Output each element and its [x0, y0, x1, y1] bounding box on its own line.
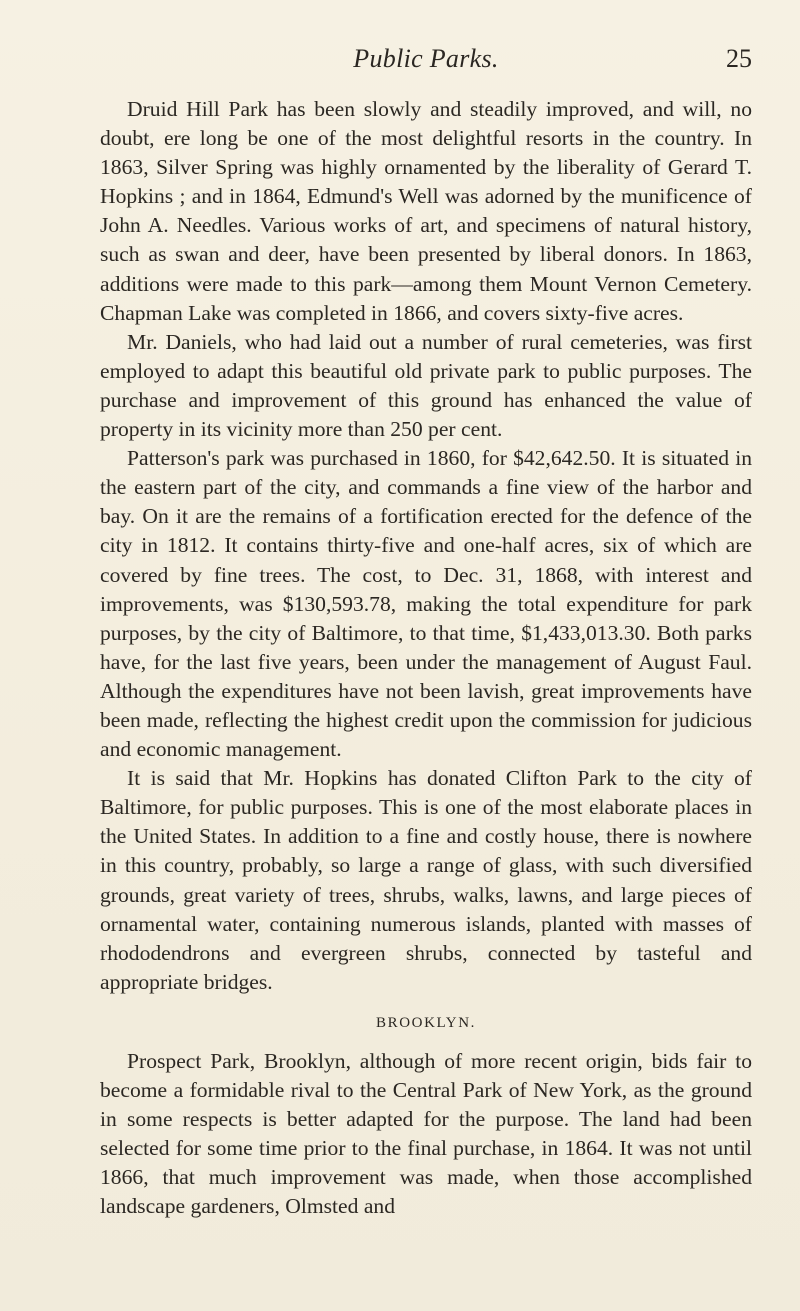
paragraph-prospect-park: Prospect Park, Brooklyn, although of more recent origin, bids fair to become a formidable rival to the Central Park of New York, as the ground in some respects is better adapted for the purpose. The land had been selected for some time prior to the final purchase, in 1864. It was not until 1866, that much improvement was made, when those accomplished landscape gardeners, Olmsted and — [100, 1048, 752, 1219]
running-head-title: Public Parks. — [353, 44, 499, 73]
page-header — [100, 44, 752, 84]
paragraph-pattersons-park: Patterson's park was purchased in 1860, for $42,642.50. It is situated in the eastern part of the city, and commands a fine view of the harbor and bay. On it are the remains of a fortification erected for the defence of the city in 1812. It contains thirty-five and one-half acres, six of which are covered by fine trees. The cost, to Dec. 31, 1868, with interest and improvements, was $130,593.78, making the total expenditure for park purposes, by the city of Baltimore, to that time, $1,433,013.30. Both parks have, for the last five years, been under the management of August Faul. Although the expenditures have not been lavish, great improvements have been made, reflecting the highest credit upon the commission for judicious and economic management. — [100, 446, 752, 762]
section-heading-brooklyn: BROOKLYN. — [376, 1014, 476, 1031]
paragraph-clifton-park: It is said that Mr. Hopkins has donated Clifton Park to the city of Baltimore, for public purposes. This is one of the most elaborate places in the United States. In addition to a fine and costly house, there is nowhere in this country, probably, so large a range of glass, with such diversified grounds, great variety of trees, shrubs, walks, lawns, and large pieces of ornamental water, containing numerous islands, planted with masses of rhododendrons and evergreen shrubs, connected by tasteful and appropriate bridges. — [100, 766, 752, 994]
page-body — [100, 95, 752, 1221]
page-number: 25 — [726, 44, 752, 73]
paragraph-mr-daniels: Mr. Daniels, who had laid out a number of rural cemeteries, was first employed to adapt this beautiful old private park to public purposes. The purchase and improvement of this ground has enhanced the value of property in its vicinity more than 250 per cent. — [100, 329, 752, 442]
paragraph-druid-hill: Druid Hill Park has been slowly and steadily improved, and will, no doubt, ere long be one of the most delightful resorts in the country. In 1863, Silver Spring was highly ornamented by the liberality of Gerard T. Hopkins ; and in 1864, Edmund's Well was adorned by the munificence of John A. Needles. Various works of art, and specimens of natural history, such as swan and deer, have been presented by liberal donors. In 1863, additions were made to this park—among them Mount Vernon Cemetery. Chapman Lake was completed in 1866, and covers sixty-five acres. — [100, 97, 752, 325]
